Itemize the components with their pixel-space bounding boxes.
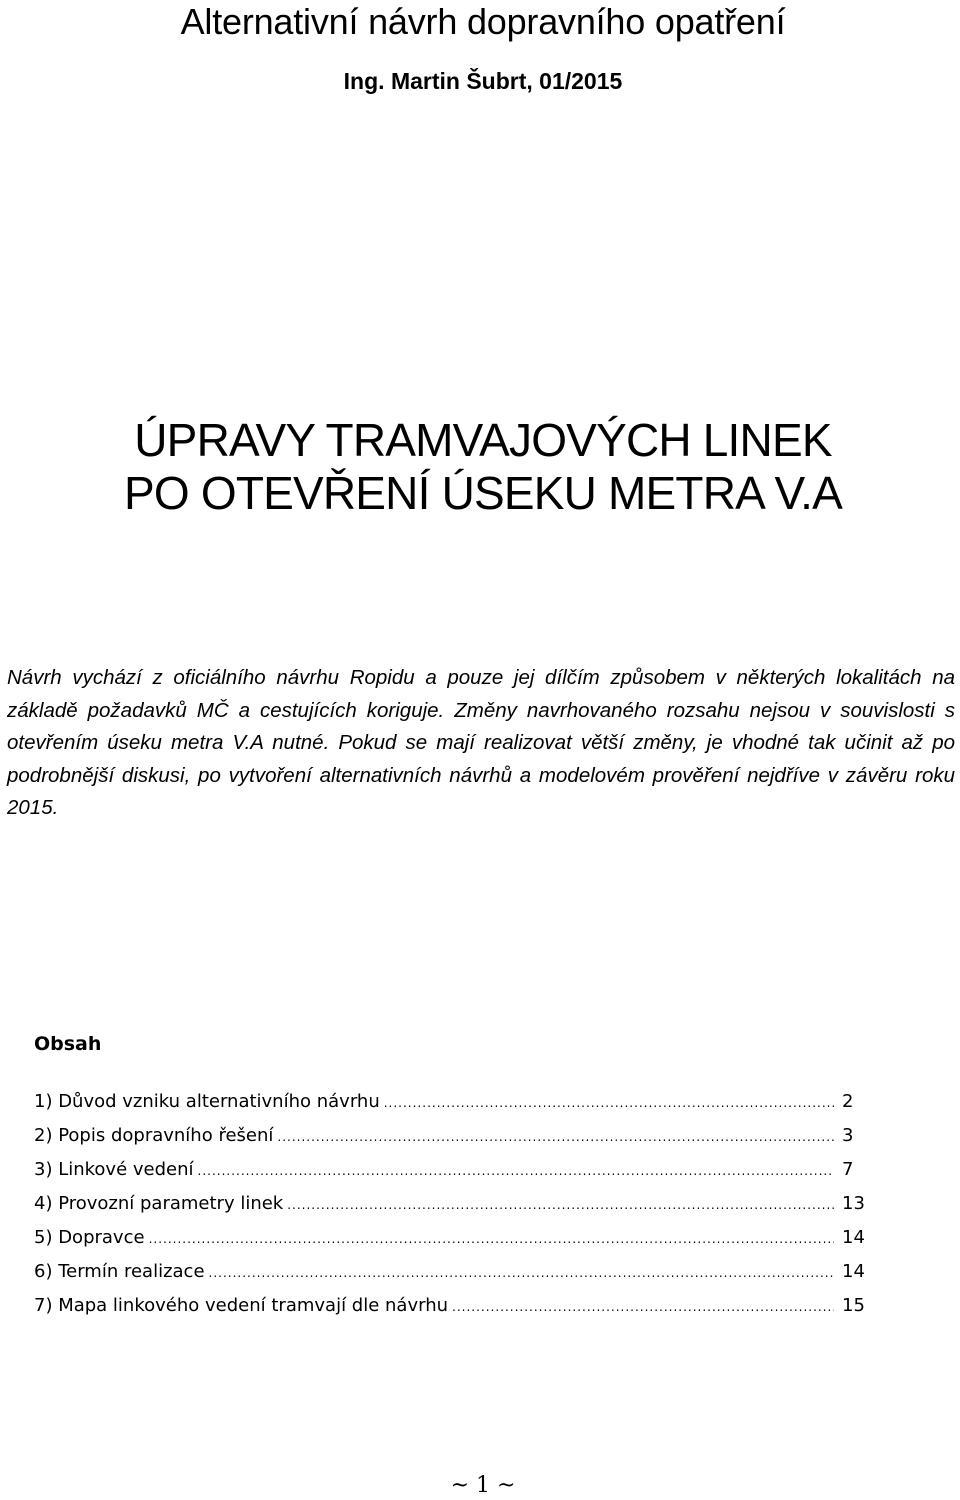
toc-item-label: 5) Dopravce xyxy=(34,1227,145,1248)
toc-item[interactable] xyxy=(34,1292,864,1326)
document-title: Alternativní návrh dopravního opatření xyxy=(180,1,786,42)
main-heading xyxy=(0,414,960,520)
toc-item-label: 1) Důvod vzniku alternativního návrhu xyxy=(34,1091,380,1112)
toc-item-page: 15 xyxy=(842,1295,865,1316)
toc-leader-dots xyxy=(149,1225,834,1253)
main-heading-line-2: PO OTEVŘENÍ ÚSEKU METRA V.A xyxy=(124,467,842,519)
toc-leader-dots xyxy=(452,1293,834,1321)
toc-leader-dots xyxy=(198,1157,834,1185)
toc-item-page: 2 xyxy=(842,1091,854,1112)
toc-leader-dots xyxy=(209,1259,834,1287)
toc-item-page: 13 xyxy=(842,1193,865,1214)
toc-item-label: 4) Provozní parametry linek xyxy=(34,1193,284,1214)
toc-item[interactable] xyxy=(34,1088,864,1122)
toc-item-label: 3) Linkové vedení xyxy=(34,1159,194,1180)
toc-item-label: 2) Popis dopravního řešení xyxy=(34,1125,274,1146)
toc-item-label: 7) Mapa linkového vedení tramvají dle návrhu xyxy=(34,1295,449,1316)
toc-leader-dots xyxy=(277,1123,834,1151)
main-heading-line-1: ÚPRAVY TRAMVAJOVÝCH LINEK xyxy=(134,414,832,466)
toc-item[interactable] xyxy=(34,1224,864,1258)
toc-item-page: 7 xyxy=(842,1159,854,1180)
toc-title: Obsah xyxy=(34,1033,102,1055)
toc-item[interactable] xyxy=(34,1258,864,1292)
page-number: ~ 1 ~ xyxy=(450,1473,516,1498)
toc-leader-dots xyxy=(287,1191,834,1219)
toc-item-page: 3 xyxy=(842,1125,854,1146)
toc-item[interactable] xyxy=(34,1190,864,1224)
toc-item-page: 14 xyxy=(842,1227,865,1248)
toc-item[interactable] xyxy=(34,1122,864,1156)
toc-leader-dots xyxy=(384,1089,834,1117)
author-date-line: Ing. Martin Šubrt, 01/2015 xyxy=(343,68,623,94)
toc-item[interactable] xyxy=(34,1156,864,1190)
intro-paragraph: Návrh vychází z oficiálního návrhu Ropidu a pouze jej dílčím způsobem v některých lokalitách na základě požadavků MČ a cestujících koriguje. Změny navrhovaného rozsahu nejsou v souvislosti s otevřením úseku metra V.A nutné. Pokud se mají realizovat větší změny, je vhodné tak učinit až po podrobnější diskusi, po vytvoření alternativních návrhů a modelovém prověření nejdříve v závěru roku 2015. xyxy=(7,666,955,819)
toc-item-label: 6) Termín realizace xyxy=(34,1261,205,1282)
table-of-contents xyxy=(34,1088,864,1326)
toc-item-page: 14 xyxy=(842,1261,865,1282)
